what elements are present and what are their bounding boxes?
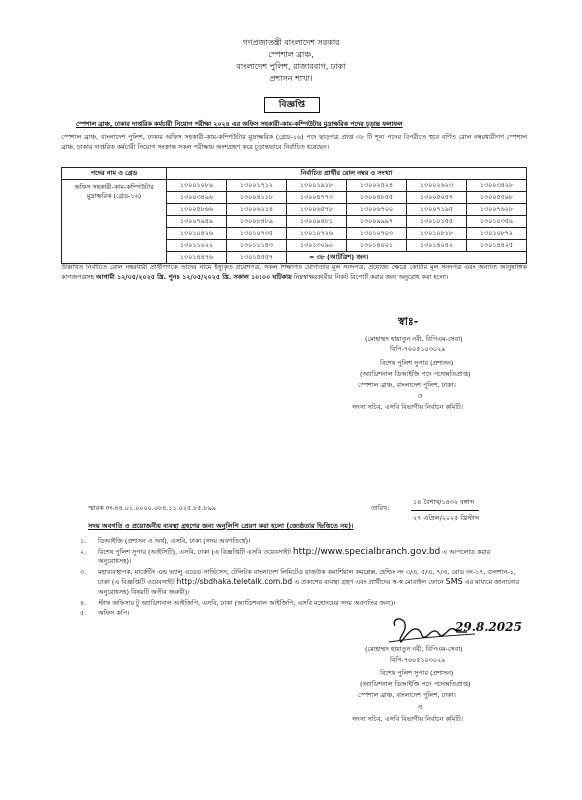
post-header: পদের নাম ও গ্রেড <box>62 168 167 180</box>
report-text: উল্লিখিত নির্বাচিত রোল নম্বরধারী প্রার্থীগণকে তাদের নামে ইস্যুকৃত প্রবেশপত্র, সকল শিক্ষাগত যোগ্যতার মূল সনদপত্র, প্রযোজ্য ক্ষেত্রে কোটার মূল সনদপত্র এবং অন্যান্য আনুষাঙ্গিক কাগজপত্রসহ <box>61 263 527 281</box>
list-item: ৪. স্টাফ অফিসার টু অ্যাডিশনাল আইজিপি, এসবি, ঢাকা (অ্যাডিশনাল আইজিপি, এসবি মহোদয়ের সদয় অবগতির জন্য)। <box>80 598 396 607</box>
sb-line: স্পেশাল ব্রাঞ্চ, <box>268 50 314 59</box>
roll-cell: ১৩০০১০৮৯ <box>167 180 227 192</box>
branch-line: প্রশাসন শাখা। <box>269 74 313 83</box>
roll-cell: ১৩০০৭৬২৮ <box>466 204 526 216</box>
signed-mark: স্বাঃ- <box>398 315 419 328</box>
date-english: ২৭ এপ্রিল/২০২৫ খ্রিস্টাব্দ <box>413 514 480 522</box>
list-item: ২. বিশেষ পুলিশ সুপার (আইসিটি), এসবি, ঢাকা (এ বিজ্ঞপ্তিটি এসবি ওয়েবসাইট http://www.specialbranch.gov.bd এ আপলোড করার অনুরোধসহ)। <box>80 546 491 566</box>
roll-cell: ১৩০১০১৫৫ <box>406 216 466 228</box>
roll-cell: ১৩০১৫৫৫৭ <box>226 252 286 264</box>
total-count: = ৩৮ (আটত্রিশ) জন। <box>286 252 526 264</box>
report-paragraph <box>61 263 527 283</box>
report-tail: নিম্নস্বাক্ষরকারীর নিকট রিপোর্ট করার জন্য অনুরোধ করা হলো। <box>293 272 449 281</box>
signatory-and: ও <box>418 392 423 400</box>
roll-cell: ১৩০১০৩৫৯ <box>466 216 526 228</box>
signatory-member: সদস্য সচিব, এসবি বিভাগীয় নির্বাচন কমিটি। <box>352 403 463 411</box>
roll-cell: ১৩০০৯৯৯৭ <box>346 216 406 228</box>
roll-cell: ১৩০০২৫২৪ <box>346 180 406 192</box>
roll-cell: ১৩০১৪৪৭৬ <box>167 252 227 264</box>
signatory2-member: সদস্য সচিব, এসবি বিভাগীয় নির্বাচন কমিটি। <box>352 715 463 723</box>
roll-cell: ১৩০১৪০৪২ <box>406 240 466 252</box>
report-date: আগামী ১২/০৫/২০২৫ খ্রি. পুনঃ ১২/০৫/২০২৫ খ্রি. সকাল ১০:০০ ঘটিকায় <box>95 272 292 281</box>
memo-number: স্মারক নং-৪৪.০১.০০০০.০৮৪.১১.০২৫.৮৫.৮৯৯ <box>88 504 216 512</box>
intro-paragraph: স্পেশাল ব্রাঞ্চ, বাংলাদেশ পুলিশ, ঢাকার অফিস সহকারী-কাম-কম্পিউটার মুদ্রাক্ষরিক (গ্রেড-১৬) পদে ছাড়পত্র প্রাপ্ত ৩৮ টি শূন্য পদের বিপরীতে হুবে বর্ণিত রোল নম্বরধারীগণ স্পেশাল ব্রাঞ্চ, ঢাকার দাপ্তরিক কর্মচারী নিয়োগ সংক্রান্ত সকল পরীক্ষায় অংশগ্রহণ করে চূড়ান্তভাবে নির্বাচিত হয়েছেন। <box>61 133 527 151</box>
roll-cell: ১৩০০৯৪৮১ <box>286 216 346 228</box>
list-item: ৫. অফিস কপি। <box>80 609 130 618</box>
roll-cell: ১৩০০৫৫৯৮ <box>466 192 526 204</box>
signatory2-designation: বিশেষ পুলিশ সুপার (প্রশাসন) <box>380 669 454 677</box>
signatory2-bp: বিপি-৭৬০৫১০৩০২৯ <box>390 656 446 664</box>
signatory2-office: স্পেশাল ব্রাঞ্চ, বাংলাদেশ পুলিশ, ঢাকা। <box>358 691 456 699</box>
roll-cell: ১৩০০৩৪৯৬ <box>167 192 227 204</box>
govt-line: গণপ্রজাতন্ত্রী বাংলাদেশ সরকার <box>242 38 340 47</box>
roll-cell: ১৩০১১০২২ <box>167 240 227 252</box>
copy-heading: সদয় অবগতি ও প্রয়োজনীয় ব্যবস্থা গ্রহণের জন্য অনুলিপি প্রেরণ করা হলো (জ্যেষ্ঠতার ভিত্তিতে নয়)। <box>88 522 354 530</box>
roll-cell: ১৩০০১৭১২ <box>226 180 286 192</box>
list-item: ৩. মহাব্যবস্থাপক, মার্কেটিং এন্ড ভ্যালু এডেড সার্ভিসেস, টেলিটক বাংলাদেশ লিমিটেড রাজউক কমার্শিয়াল কমপ্লেক্স, হেল্ডিং নং ৩/এ, ৫/এ, ৭/এ, রোড নং-১৭, গুলশান-১, ঢাকা (এ বিজ্ঞপ্তিটি ওয়েবসাইট http://sbdhaka.teletalk.com.bd এ প্রকাশের ব্যবস্থা গ্রহণ এবং প্রার্থীদের স্ব-স্ব মোবাইল ফোনে SMS এর মাধ্যমে জানানোর অনুরোধসহ) বিষয়টি অতীব জরুরী)। <box>80 567 520 596</box>
roll-cell: ১৩০০৬৭০০ <box>346 204 406 216</box>
roll-cell: ১৩০০৩৪২৮ <box>466 180 526 192</box>
roll-cell: ১৩০১৪৪২৫ <box>466 240 526 252</box>
roll-cell: ১৩০১১১৪৩ <box>226 240 286 252</box>
roll-cell: ১৩০০৭৯৪৯ <box>167 216 227 228</box>
roll-cell: ১৩০১০৮৭২ <box>466 228 526 240</box>
table-row <box>62 180 527 192</box>
signatory2-and: ও <box>418 703 423 711</box>
roll-cell: ১৩০০৭১৯৫ <box>406 204 466 216</box>
notice-subject: স্পেশাল ব্রাঞ্চ, ঢাকার দাপ্তরিক কর্মচারী নিয়োগ পরীক্ষা ২০২৪ এর অফিস সহকারী-কাম-কম্পিউটার মুদ্রাক্ষরিক পদের চূড়ান্ত ফলাফল <box>76 121 403 128</box>
roll-cell: ১৩০০৪৮৫৫ <box>346 192 406 204</box>
date-block <box>411 497 479 524</box>
roll-cell: ১৩০১০৭৩৫ <box>226 228 286 240</box>
teletalk-website-link[interactable]: http://sbdhaka.teletalk.com.bd <box>176 577 293 587</box>
roll-cell: ১৩০০৪৭৭৩ <box>286 192 346 204</box>
roll-cell: ১৩০১০৪২৬ <box>167 228 227 240</box>
list-item: ১. ডিআইজি (প্রশাসন ও অর্থ), এসবি, ঢাকা (সদয় অবগতির্থে)। <box>80 537 251 545</box>
date-label: তারিখ: <box>371 504 390 512</box>
signatory-name: (মোহাম্মদ হায়াতুন নবী, বিপিএম-সেবা) <box>365 335 463 343</box>
signatory2-promotion: (অ্যাডিশনাল ডিআইজি পদে পদোন্নতিপ্রাপ্ত) <box>360 680 471 688</box>
roll-table <box>61 167 527 264</box>
police-line: বাংলাদেশ পুলিশ, রাজারবাগ, ঢাকা <box>236 62 346 71</box>
roll-cell: ১৩০০৬২১৪ <box>226 204 286 216</box>
sb-website-link[interactable]: http://www.specialbranch.gov.bd <box>292 546 441 557</box>
signatory2-name: (মোহাম্মদ হায়াতুন নবী, বিপিএম-সেবা) <box>365 645 463 653</box>
copy-list <box>80 537 520 620</box>
signatory-designation: বিশেষ পুলিশ সুপার (প্রশাসন) <box>380 359 454 367</box>
roll-cell: ১৩০১০৭২৬ <box>286 228 346 240</box>
roll-cell: ১৩০০৪১১৮ <box>226 192 286 204</box>
signatory-bp: বিপি-৭৬০৫১০৩০২৯ <box>390 345 446 353</box>
roll-header: নির্বাচিত প্রার্থীর রোল নম্বর ও সংখ্যা <box>167 168 527 180</box>
roll-cell: ১৩০০৮৪৮৯ <box>226 216 286 228</box>
roll-cell: ১৩০০৫০৫৭ <box>406 192 466 204</box>
roll-cell: ১৩০১৪০০১ <box>346 240 406 252</box>
signatory-promotion: (অ্যাডিশনাল ডিআইজি পদে পদোন্নতিপ্রাপ্ত) <box>360 370 471 378</box>
roll-cell: ১৩০০১৯১৮ <box>286 180 346 192</box>
signatory-office: স্পেশাল ব্রাঞ্চ, বাংলাদেশ পুলিশ, ঢাকা। <box>358 381 456 389</box>
handwritten-date: 29.8.2025 <box>455 620 522 634</box>
roll-cell: ১৩০১০৮১৮ <box>406 228 466 240</box>
date-bangla: ১৪ বৈশাখ/১৪৩২ বঙ্গাব্দ <box>411 497 479 511</box>
roll-cell: ১৩০১৩০৯০ <box>286 240 346 252</box>
sms-label: SMS <box>445 577 463 587</box>
roll-cell: ১৩০১০৭০৩ <box>346 228 406 240</box>
post-name: অফিস সহকারী-কাম-কম্পিউটার মুদ্রাক্ষরিক (গ্রেড-১৬) <box>62 180 167 264</box>
notice-title: বিজ্ঞপ্তি <box>264 97 320 113</box>
roll-cell: ১৩০০২৬২৩ <box>406 180 466 192</box>
roll-cell: ১৩০০৬৫৭৮ <box>286 204 346 216</box>
roll-cell: ১৩০০৫৮৬৬ <box>167 204 227 216</box>
